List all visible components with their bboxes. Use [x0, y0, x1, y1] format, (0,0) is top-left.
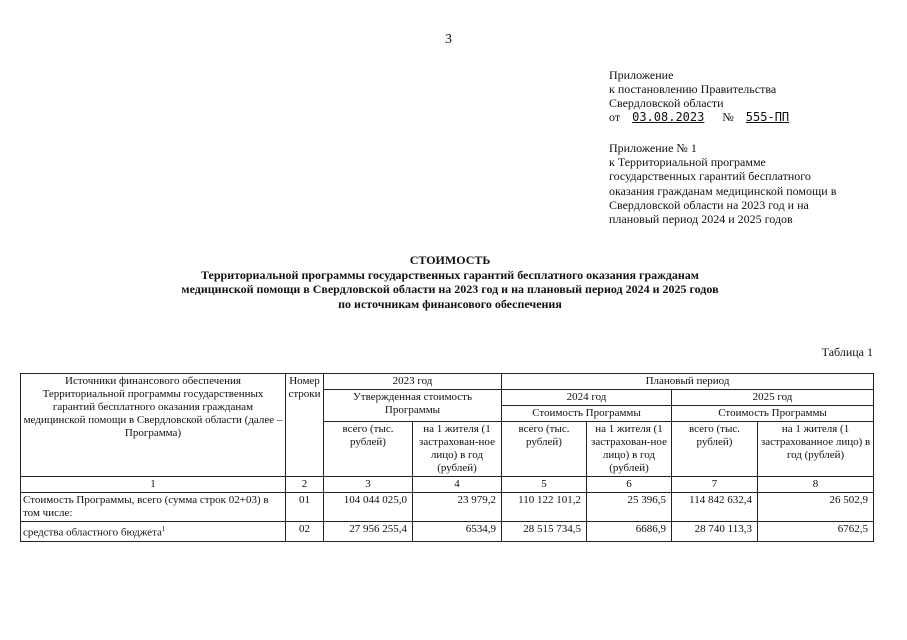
row-source: Стоимость Программы, всего (сумма строк 02+03) в том числе: [21, 493, 286, 522]
attachment2-line: Приложение № 1 [609, 141, 697, 155]
cell-2025-total: 28 740 113,3 [672, 522, 758, 542]
header-program-cost-2024: Стоимость Программы [502, 406, 672, 422]
cell-2024-per-person: 25 396,5 [587, 493, 672, 522]
table-row [21, 493, 874, 522]
decree-number: 555-ПП [745, 110, 790, 124]
cell-2025-total: 114 842 632,4 [672, 493, 758, 522]
row-source [21, 522, 286, 542]
column-index: 4 [413, 477, 502, 493]
table-row [21, 522, 874, 542]
header-year-2023: 2023 год [324, 374, 502, 390]
heading-line: по источникам финансового обеспечения [338, 296, 562, 311]
cell-2023-per-person: 23 979,2 [413, 493, 502, 522]
header-year-2024: 2024 год [502, 390, 672, 406]
footnote-mark: 1 [161, 525, 166, 533]
column-index: 7 [672, 477, 758, 493]
attachment2-line: государственных гарантий бесплатного [609, 169, 811, 184]
cell-2025-per-person: 6762,5 [758, 522, 874, 542]
header-row-number: Номер строки [286, 374, 324, 477]
attachment-block [609, 68, 889, 124]
header-year-2025: 2025 год [672, 390, 874, 406]
column-index: 3 [324, 477, 413, 493]
cell-2024-total: 110 122 101,2 [502, 493, 587, 522]
table-label: Таблица 1 [821, 345, 873, 359]
heading-title: СТОИМОСТЬ [409, 253, 491, 267]
column-index: 5 [502, 477, 587, 493]
number-prefix: № [722, 110, 734, 124]
header-per-person-2025: на 1 жителя (1 застрахованное лицо) в год (рублей) [758, 422, 874, 477]
cost-table [20, 373, 874, 542]
attachment2-line: к Территориальной программе [609, 155, 766, 170]
attachment2-block [609, 141, 889, 226]
attachment-date-line [609, 110, 889, 124]
header-source: Источники финансового обеспечения Территориальной программы государственных гарантий бесплатного оказания гражданам медицинской помощи в Свердловской области (далее – Программа) [21, 374, 286, 477]
attachment2-line: оказания гражданам медицинской помощи в [609, 183, 837, 198]
attachment-line: Приложение [609, 68, 674, 82]
header-per-person-2023: на 1 жителя (1 застрахован-ное лицо) в год (рублей) [413, 422, 502, 477]
column-index: 8 [758, 477, 874, 493]
header-program-cost-2025: Стоимость Программы [672, 406, 874, 422]
row-source-text: средства областного бюджета [23, 526, 162, 539]
header-approved-cost: Утвержденная стоимость Программы [324, 390, 502, 422]
cell-2023-per-person: 6534,9 [413, 522, 502, 542]
header-total-2025: всего (тыс. рублей) [672, 422, 758, 477]
header-total-2024: всего (тыс. рублей) [502, 422, 587, 477]
attachment-line: Свердловской области [609, 96, 724, 110]
header-total-2023: всего (тыс. рублей) [324, 422, 413, 477]
column-index: 6 [587, 477, 672, 493]
row-number: 02 [286, 522, 324, 542]
cell-2024-total: 28 515 734,5 [502, 522, 587, 542]
attachment2-line: плановый период 2024 и 2025 годов [609, 212, 793, 227]
column-index: 1 [21, 477, 286, 493]
heading-line: медицинской помощи в Свердловской области на 2023 год и на плановый период 2024 и 2025 годов [181, 282, 719, 296]
cell-2023-total: 27 956 255,4 [324, 522, 413, 542]
heading-line: Территориальной программы государственных гарантий бесплатного оказания гражданам [201, 267, 699, 282]
header-per-person-2024: на 1 жителя (1 застрахован-ное лицо) в год (рублей) [587, 422, 672, 477]
decree-date: 03.08.2023 [632, 110, 705, 124]
row-number: 01 [286, 493, 324, 522]
column-index-row [21, 477, 874, 493]
from-prefix: от [609, 110, 621, 124]
header-planned-period: Плановый период [502, 374, 874, 390]
page-number: 3 [445, 32, 452, 47]
attachment-line: к постановлению Правительства [609, 82, 777, 96]
document-heading [100, 253, 800, 311]
cell-2025-per-person: 26 502,9 [758, 493, 874, 522]
cell-2024-per-person: 6686,9 [587, 522, 672, 542]
attachment2-line: Свердловской области на 2023 год и на [609, 197, 809, 212]
column-index: 2 [286, 477, 324, 493]
cell-2023-total: 104 044 025,0 [324, 493, 413, 522]
